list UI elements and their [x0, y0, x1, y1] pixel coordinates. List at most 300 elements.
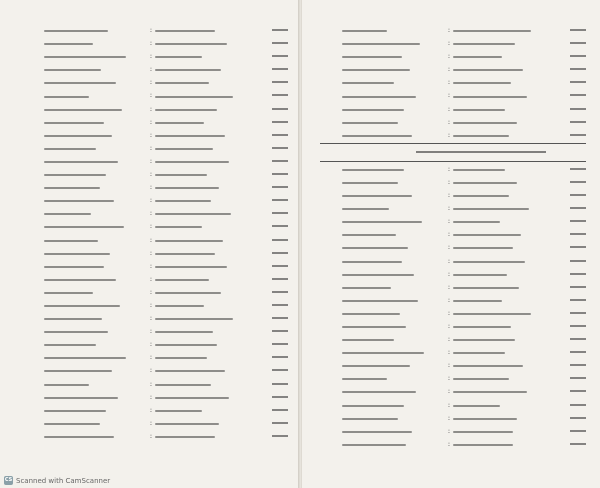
scanner-watermark [4, 476, 110, 485]
index-row [320, 24, 586, 37]
index-row-subject [453, 320, 556, 333]
index-row-page [258, 351, 288, 364]
index-row [22, 50, 288, 63]
index-row-subject [453, 399, 556, 412]
index-row-page [258, 220, 288, 233]
index-row-page [556, 359, 586, 372]
index-row-name [44, 116, 147, 129]
index-row-page [556, 385, 586, 398]
index-row-colon: : [149, 327, 153, 336]
index-row-subject [155, 63, 258, 76]
index-row-colon: : [149, 431, 153, 440]
index-row [22, 273, 288, 286]
index-row-name [44, 260, 147, 273]
index-row-name [342, 241, 445, 254]
index-row [320, 50, 586, 63]
index-row-page [556, 307, 586, 320]
index-row-name [342, 202, 445, 215]
index-row-colon: : [149, 196, 153, 205]
index-row-page [556, 281, 586, 294]
index-row-page [556, 241, 586, 254]
index-row-subject [155, 273, 258, 286]
index-row [22, 325, 288, 338]
index-row-name [342, 385, 445, 398]
index-row [320, 346, 586, 359]
index-row-subject [453, 37, 556, 50]
index-row [320, 425, 586, 438]
index-row-page [258, 50, 288, 63]
index-row-subject [155, 286, 258, 299]
index-row-name [342, 63, 445, 76]
index-row-name [44, 299, 147, 312]
index-row-page [556, 24, 586, 37]
index-row-page [258, 417, 288, 430]
index-row [320, 281, 586, 294]
index-row [22, 76, 288, 89]
index-row-name [44, 90, 147, 103]
index-row-colon: : [447, 39, 451, 48]
section-divider [320, 161, 586, 162]
index-row-subject [453, 176, 556, 189]
index-row [320, 385, 586, 398]
index-row-name [44, 181, 147, 194]
index-row-name [342, 215, 445, 228]
index-row-page [258, 181, 288, 194]
index-row-page [556, 268, 586, 281]
index-row-subject [453, 103, 556, 116]
index-row-page [258, 89, 288, 102]
index-row-name [44, 312, 147, 325]
index-row-colon: : [447, 413, 451, 422]
index-row-subject [155, 351, 258, 364]
index-row-page [556, 320, 586, 333]
index-row-name [44, 247, 147, 260]
index-row-subject [453, 90, 556, 103]
index-row-subject [453, 241, 556, 254]
index-row [320, 307, 586, 320]
index-row-colon: : [149, 287, 153, 296]
index-row [22, 260, 288, 273]
index-row-colon: : [149, 418, 153, 427]
index-row-name [44, 103, 147, 116]
index-row-subject [453, 215, 556, 228]
index-row-name [342, 50, 445, 63]
index-row [320, 255, 586, 268]
index-row-name [44, 207, 147, 220]
index-row-colon: : [447, 243, 451, 252]
index-row [320, 116, 586, 129]
index-row [22, 404, 288, 417]
index-row-page [556, 372, 586, 385]
index-row-subject [155, 142, 258, 155]
index-row [22, 155, 288, 168]
index-row-name [342, 76, 445, 89]
index-row-subject [155, 103, 258, 116]
index-row-subject [453, 412, 556, 425]
index-row-colon: : [447, 130, 451, 139]
index-row-colon: : [447, 104, 451, 113]
index-row-colon: : [149, 52, 153, 61]
index-row-name [342, 103, 445, 116]
index-row-page [258, 260, 288, 273]
index-row [22, 37, 288, 50]
index-row-colon: : [447, 256, 451, 265]
index-row [22, 299, 288, 312]
index-row-subject [155, 155, 258, 168]
index-row [320, 163, 586, 176]
index-row-colon: : [447, 177, 451, 186]
index-row [320, 359, 586, 372]
index-row-subject [453, 359, 556, 372]
index-row [320, 103, 586, 116]
index-row-colon: : [149, 117, 153, 126]
index-row-name [342, 307, 445, 320]
index-row-page [556, 76, 586, 89]
index-row-page [556, 202, 586, 215]
index-row-colon: : [149, 170, 153, 179]
index-row-name [342, 359, 445, 372]
index-row-subject [453, 50, 556, 63]
index-row [320, 89, 586, 102]
index-row-page [258, 24, 288, 37]
index-row-name [342, 346, 445, 359]
index-row-page [556, 255, 586, 268]
index-row-page [556, 425, 586, 438]
index-row [22, 89, 288, 102]
index-row-name [342, 37, 445, 50]
index-row [22, 220, 288, 233]
index-row-colon: : [447, 91, 451, 100]
index-row-name [342, 255, 445, 268]
index-row-colon: : [149, 261, 153, 270]
index-row-page [556, 176, 586, 189]
index-row-colon: : [447, 439, 451, 448]
index-row-colon: : [447, 348, 451, 357]
index-row [22, 312, 288, 325]
index-row [320, 37, 586, 50]
index-row-subject [155, 90, 258, 103]
index-row-colon: : [447, 335, 451, 344]
index-row-name [44, 286, 147, 299]
index-row-colon: : [149, 314, 153, 323]
index-row-page [258, 234, 288, 247]
index-row-subject [453, 281, 556, 294]
index-row-page [556, 438, 586, 451]
index-row-name [342, 176, 445, 189]
index-row-colon: : [447, 230, 451, 239]
index-row-page [258, 312, 288, 325]
index-row [22, 63, 288, 76]
index-row-name [44, 220, 147, 233]
index-row-name [342, 24, 445, 37]
watermark-text: Scanned with CamScanner [16, 476, 111, 485]
index-row-colon: : [447, 117, 451, 126]
index-row-name [44, 24, 147, 37]
index-row-colon: : [149, 91, 153, 100]
index-row-page [258, 155, 288, 168]
index-row [320, 176, 586, 189]
index-row-name [342, 412, 445, 425]
index-row-page [258, 142, 288, 155]
index-row-subject [453, 425, 556, 438]
index-row [22, 116, 288, 129]
index-row-page [556, 163, 586, 176]
index-row-subject [155, 116, 258, 129]
index-row-name [342, 320, 445, 333]
index-row-subject [155, 247, 258, 260]
index-row-page [556, 37, 586, 50]
index-row-colon: : [447, 321, 451, 330]
index-row-subject [453, 228, 556, 241]
index-row-name [44, 351, 147, 364]
index-row-colon: : [447, 65, 451, 74]
index-row-subject [155, 338, 258, 351]
index-row [22, 129, 288, 142]
index-row-page [556, 346, 586, 359]
index-row-subject [453, 385, 556, 398]
index-row-colon: : [447, 361, 451, 370]
index-row-colon: : [447, 387, 451, 396]
index-row [320, 129, 586, 142]
index-row-subject [155, 194, 258, 207]
index-row-name [44, 338, 147, 351]
index-row-subject [155, 24, 258, 37]
index-row [320, 438, 586, 451]
index-row-name [44, 50, 147, 63]
index-row-name [44, 325, 147, 338]
index-row-page [258, 273, 288, 286]
index-row-name [342, 281, 445, 294]
index-row-colon: : [447, 269, 451, 278]
index-row-colon: : [149, 65, 153, 74]
index-row-name [44, 63, 147, 76]
index-row-colon: : [149, 130, 153, 139]
index-row-name [342, 189, 445, 202]
index-row-name [44, 142, 147, 155]
index-row-name [44, 378, 147, 391]
index-row-name [44, 430, 147, 443]
index-row-colon: : [447, 374, 451, 383]
index-row-subject [155, 378, 258, 391]
index-row-subject [155, 299, 258, 312]
index-row-subject [155, 234, 258, 247]
index-row [22, 247, 288, 260]
index-row-page [258, 103, 288, 116]
index-row [320, 241, 586, 254]
index-row [320, 294, 586, 307]
index-row-colon: : [149, 300, 153, 309]
index-row [22, 338, 288, 351]
index-row-subject [155, 50, 258, 63]
index-row [320, 372, 586, 385]
index-row-name [342, 425, 445, 438]
index-row-page [258, 325, 288, 338]
index-row-subject [453, 372, 556, 385]
index-row-colon: : [447, 26, 451, 34]
index-row-subject [155, 325, 258, 338]
section-divider [320, 143, 586, 144]
index-row-subject [155, 260, 258, 273]
index-row-page [258, 364, 288, 377]
index-row-subject [155, 364, 258, 377]
index-row-subject [155, 168, 258, 181]
index-row-page [258, 299, 288, 312]
index-row-page [258, 378, 288, 391]
index-row-subject [155, 430, 258, 443]
index-row [320, 399, 586, 412]
index-row-colon: : [447, 204, 451, 213]
section-heading [320, 145, 586, 159]
index-row-subject [155, 76, 258, 89]
index-row-name [44, 364, 147, 377]
index-row-colon: : [149, 209, 153, 218]
index-row-page [258, 207, 288, 220]
index-row-subject [453, 202, 556, 215]
index-row-page [258, 338, 288, 351]
index-row-colon: : [447, 282, 451, 291]
index-row [22, 234, 288, 247]
index-row-page [258, 430, 288, 443]
index-row-page [556, 129, 586, 142]
index-row-colon: : [149, 222, 153, 231]
index-row-name [342, 129, 445, 142]
index-row-colon: : [149, 39, 153, 48]
index-row-page [258, 63, 288, 76]
index-row-subject [155, 312, 258, 325]
index-row-name [342, 294, 445, 307]
index-row-name [44, 168, 147, 181]
index-row-subject [453, 163, 556, 176]
index-row-page [556, 412, 586, 425]
right-page [302, 0, 600, 488]
index-row [320, 228, 586, 241]
index-row-subject [453, 255, 556, 268]
index-row-subject [155, 220, 258, 233]
index-row-page [556, 333, 586, 346]
index-row [22, 430, 288, 443]
index-row-subject [453, 63, 556, 76]
index-row-name [44, 417, 147, 430]
index-row-page [556, 50, 586, 63]
index-row-name [44, 129, 147, 142]
index-row [22, 351, 288, 364]
index-row-subject [155, 207, 258, 220]
index-row-colon: : [149, 366, 153, 375]
index-row [22, 168, 288, 181]
index-row-page [258, 76, 288, 89]
index-row [22, 364, 288, 377]
index-row-subject [453, 307, 556, 320]
index-row-page [258, 37, 288, 50]
index-row-page [258, 194, 288, 207]
index-row [22, 194, 288, 207]
index-row [320, 333, 586, 346]
right-index-list-top [320, 24, 586, 142]
index-row-colon: : [149, 340, 153, 349]
index-row-colon: : [447, 426, 451, 435]
index-row-colon: : [149, 143, 153, 152]
index-row-page [258, 116, 288, 129]
index-row [22, 142, 288, 155]
index-row-name [44, 37, 147, 50]
index-row-colon: : [447, 217, 451, 226]
index-row-colon: : [149, 183, 153, 192]
index-row-colon: : [149, 353, 153, 362]
index-row-name [342, 333, 445, 346]
index-row [22, 378, 288, 391]
index-row-subject [155, 417, 258, 430]
index-row-name [44, 404, 147, 417]
index-row-colon: : [149, 78, 153, 87]
index-row-colon: : [149, 392, 153, 401]
index-row-page [556, 89, 586, 102]
index-row-page [258, 286, 288, 299]
index-row-colon: : [149, 235, 153, 244]
index-row-colon: : [447, 295, 451, 304]
index-row-subject [155, 181, 258, 194]
index-row [320, 189, 586, 202]
index-row-page [258, 404, 288, 417]
index-row-name [44, 155, 147, 168]
index-row-name [44, 234, 147, 247]
index-row-subject [155, 404, 258, 417]
index-row-colon: : [149, 26, 153, 34]
index-row-colon: : [447, 400, 451, 409]
index-row [320, 63, 586, 76]
index-row-subject [453, 189, 556, 202]
index-row [320, 76, 586, 89]
left-index-list [22, 24, 288, 443]
index-row-name [44, 76, 147, 89]
index-row-name [342, 268, 445, 281]
index-row-subject [453, 24, 556, 37]
index-row-subject [453, 294, 556, 307]
index-row-colon: : [447, 78, 451, 87]
index-row-colon: : [149, 248, 153, 257]
left-page [0, 0, 298, 488]
index-row-page [556, 103, 586, 116]
index-row-page [556, 228, 586, 241]
index-row-page [258, 391, 288, 404]
index-row-page [556, 215, 586, 228]
index-row-colon: : [149, 156, 153, 165]
index-row-subject [453, 438, 556, 451]
index-row-page [258, 129, 288, 142]
index-row-name [342, 438, 445, 451]
index-row-name [44, 273, 147, 286]
index-row-name [342, 228, 445, 241]
right-page-number [320, 8, 586, 20]
index-row [22, 417, 288, 430]
index-row-page [258, 247, 288, 260]
index-row [22, 207, 288, 220]
index-row [22, 286, 288, 299]
index-row-colon: : [149, 405, 153, 414]
index-row-name [342, 116, 445, 129]
camscanner-icon: CS [4, 477, 13, 483]
index-row-name [342, 399, 445, 412]
index-row-subject [453, 333, 556, 346]
index-row [320, 268, 586, 281]
index-row-colon: : [447, 52, 451, 61]
index-row [22, 181, 288, 194]
index-row-page [556, 116, 586, 129]
index-row [320, 215, 586, 228]
index-row [320, 202, 586, 215]
index-row-subject [155, 129, 258, 142]
index-row-name [342, 372, 445, 385]
index-row [22, 103, 288, 116]
